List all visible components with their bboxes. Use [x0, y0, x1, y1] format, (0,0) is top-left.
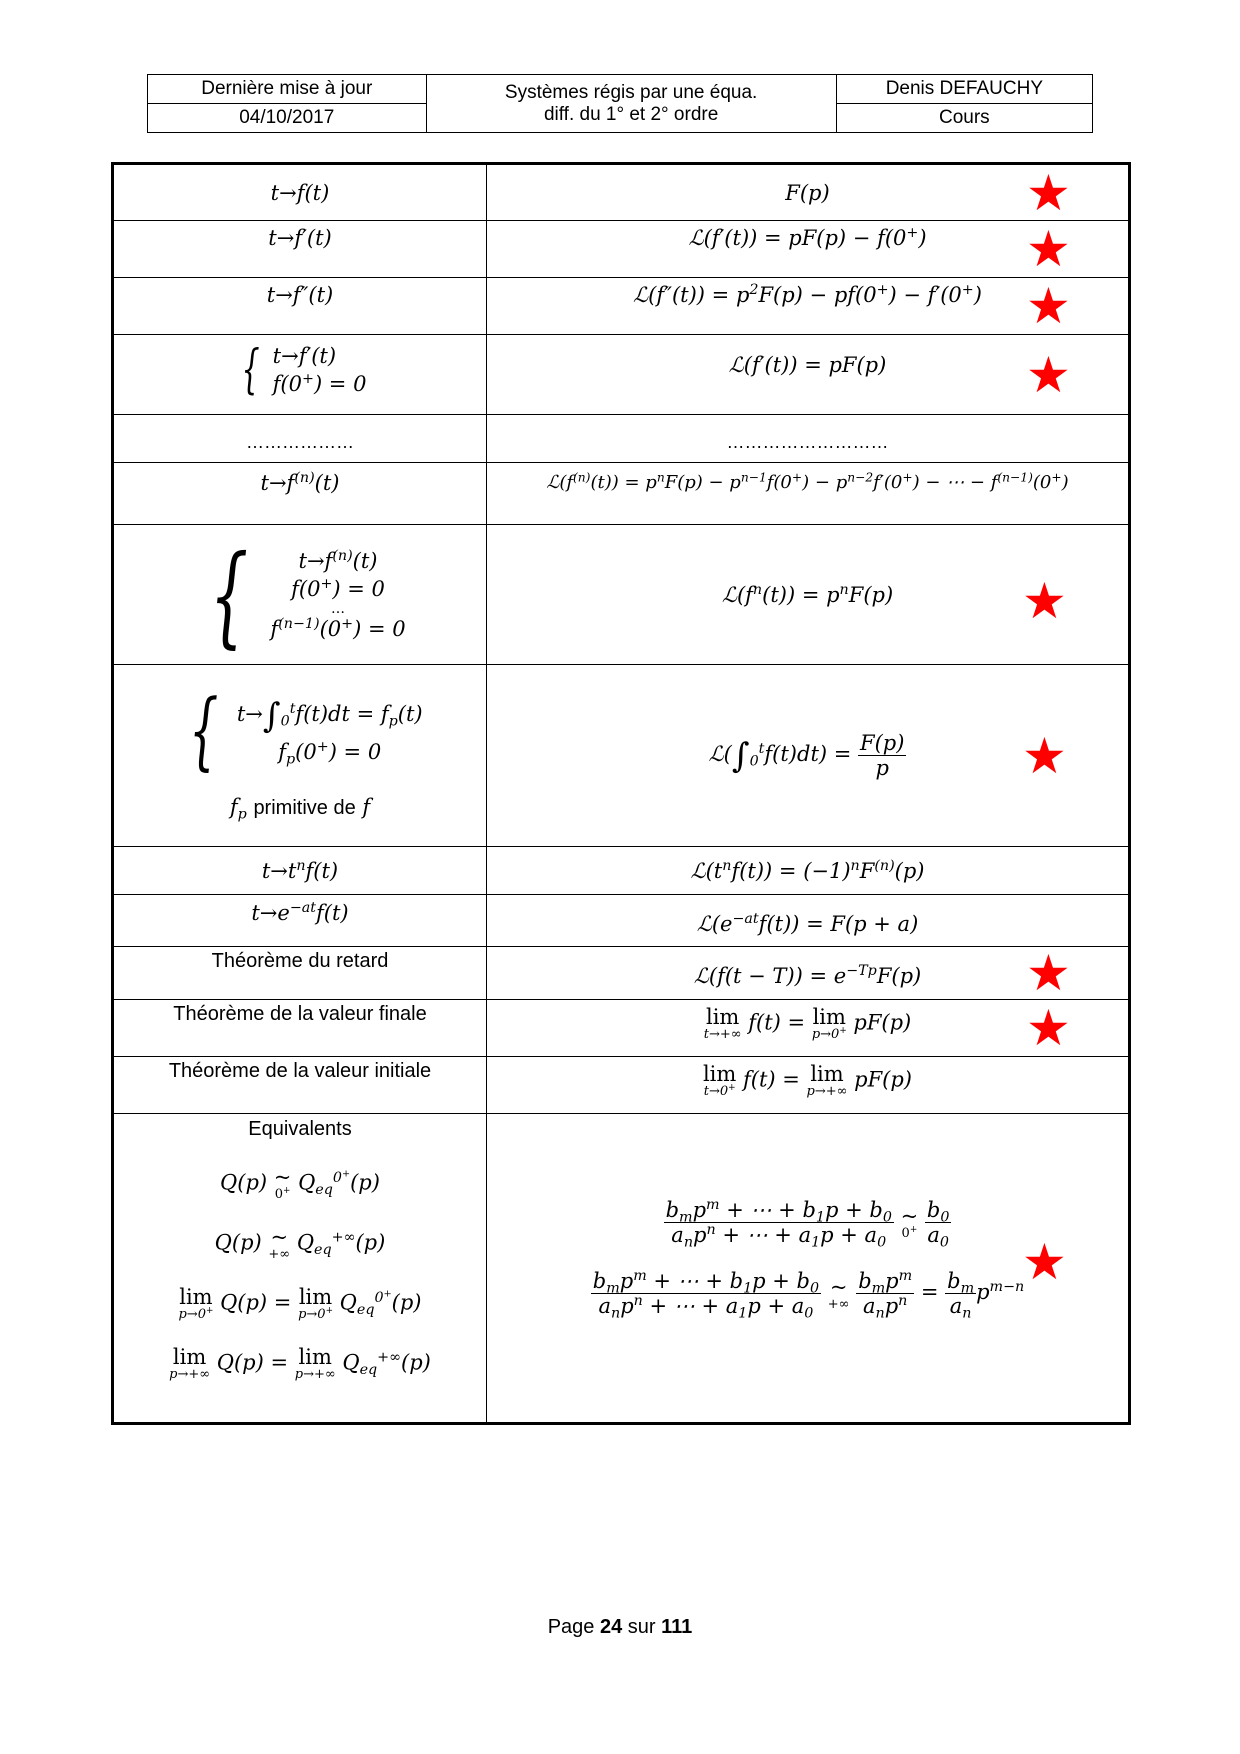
star-icon: ★ [1026, 944, 1071, 1002]
page-sep: sur [627, 1616, 656, 1638]
star-icon: ★ [1026, 999, 1071, 1057]
title-line-2: diff. du 1° et 2° ordre [543, 103, 719, 125]
equivalents-formula-cell: $\frac{b_mp^m + \cdots + b_1p + b_0}{a_np^n + \cdots + a_1p + a_0}$ ~ 0+ $\frac{b_0}{a_0}$ $\frac{b_mp^m + \cdots + b_1p + b_0}{a_np^n + \cdots + a_1p + a_0}$ ~ +∞ $\frac{b_mp^m}{a_np^n}$ = $\frac{b_m}{a_n}$ $p^{m-n}$ ★ [487, 1114, 1130, 1424]
theorem-label: Théorème de la valeur initiale [113, 1057, 487, 1114]
time-domain-cell: t→f(t) [113, 164, 487, 221]
title-line-1: Systèmes régis par une équa. [504, 81, 758, 103]
table-row [113, 221, 1130, 278]
table-row [113, 335, 1130, 415]
table-row [113, 1057, 1130, 1114]
laplace-cell: ℒ(f′(t)) = pF(p) − f(0+) ★ [487, 221, 1130, 278]
table-row [113, 1000, 1130, 1057]
star-icon: ★ [1022, 726, 1067, 785]
time-domain-cell: t→f′(t) [113, 221, 487, 278]
laplace-cell: $ℒ(e^{-at}f(t)) = F(p + a)$ [487, 895, 1130, 947]
last-update-label: Dernière mise à jour [148, 75, 427, 104]
document-title [426, 75, 836, 133]
ellipsis-cell: ……………… [113, 415, 487, 463]
star-icon: ★ [1026, 163, 1071, 222]
page-number: 24 [599, 1616, 623, 1638]
page-footer [0, 1616, 1240, 1639]
laplace-cell: $ℒ(f^n(t)) = p^nF(p)$ ★ [487, 525, 1130, 665]
equivalents-label: Equivalents [248, 1118, 352, 1140]
table-row [113, 947, 1130, 1000]
document-type: Cours [836, 104, 1092, 133]
document-header [147, 74, 1093, 133]
laplace-cell: ℒ(f′(t)) = pF(p) ★ [487, 335, 1130, 415]
laplace-cell: $ℒ(t^nf(t)) = (-1)^nF^{(n)}(p)$ [487, 847, 1130, 895]
star-icon: ★ [1026, 277, 1071, 335]
table-row [113, 895, 1130, 947]
table-row [113, 1114, 1130, 1424]
time-domain-cell: $t\to e^{-at}f(t)$ [113, 895, 487, 947]
time-domain-cell: $t\to t^nf(t)$ [113, 847, 487, 895]
table-row [113, 463, 1130, 525]
ellipsis-cell: ……………………… [487, 415, 1130, 463]
laplace-cell: $ℒ(\int_0^tf(t)dt)$ = $\frac{F(p)}{p}$ ★ [487, 665, 1130, 847]
star-icon: ★ [1022, 572, 1067, 631]
table-row [113, 847, 1130, 895]
table-row [113, 415, 1130, 463]
star-icon: ★ [1026, 220, 1071, 278]
laplace-cell: F(p) ★ [487, 164, 1130, 221]
star-icon: ★ [1022, 1232, 1067, 1291]
table-row [113, 665, 1130, 847]
laplace-cell: lim t→0+ f(t) = lim p→+∞ pF(p) [487, 1057, 1130, 1114]
table-row [113, 278, 1130, 335]
time-domain-cell: $t\to f^{(n)}(t)$ [113, 463, 487, 525]
page-total: 111 [661, 1616, 693, 1638]
page-prefix: Page [547, 1616, 595, 1638]
table-row [113, 164, 1130, 221]
laplace-cell: ℒ(f″(t)) = $p^2F(p) - pf(0^+) - f'(0^+)$ ★ [487, 278, 1130, 335]
time-domain-cell: { t→f′(t) f(0+) = 0 [113, 335, 487, 415]
time-domain-cell: { $t\to\int_0^tf(t)dt = f_p(t)$ $f_p(0^+) = 0$ $f_p$ primitive de f [113, 665, 487, 847]
laplace-cell: ℒ(f(t − $T)) = e^{-Tp}F(p)$ ★ [487, 947, 1130, 1000]
theorem-label: Théorème du retard [113, 947, 487, 1000]
laplace-cell: $ℒ(f^{(n)}(t)) = p^nF(p) - p^{n-1}f(0^+) - p^{n-2}f'(0^+)$ − ⋯ − $f^{(n-1)}(0^+)$ [487, 463, 1130, 525]
author: Denis DEFAUCHY [836, 75, 1092, 104]
time-domain-cell: { $t\to f^{(n)}(t)$ f(0+) = 0 … $f^{(n-1)}(0^+) = 0$ [113, 525, 487, 665]
primitive-note: primitive de [253, 797, 356, 819]
laplace-cell: lim t→+∞ f(t) = lim p→0+ pF(p) ★ [487, 1000, 1130, 1057]
laplace-properties-table [111, 162, 1131, 1425]
star-icon: ★ [1026, 345, 1071, 404]
time-domain-cell: t→f″(t) [113, 278, 487, 335]
update-date: 04/10/2017 [148, 104, 427, 133]
equivalents-cell: Equivalents Q(p) ~ 0+ $Q_{eq}^{0^+}(p)$ Q(p) ~ +∞ $Q_{eq}^{+\infty}(p)$ lim p→0+ Q(p) = lim p→0+ $Q_{eq}^{0^+}(p)$ lim p→+∞ Q(p) = lim p→+∞ $Q_{eq}^{+\infty}(p)$ [113, 1114, 487, 1424]
table-row [113, 525, 1130, 665]
theorem-label: Théorème de la valeur finale [113, 1000, 487, 1057]
